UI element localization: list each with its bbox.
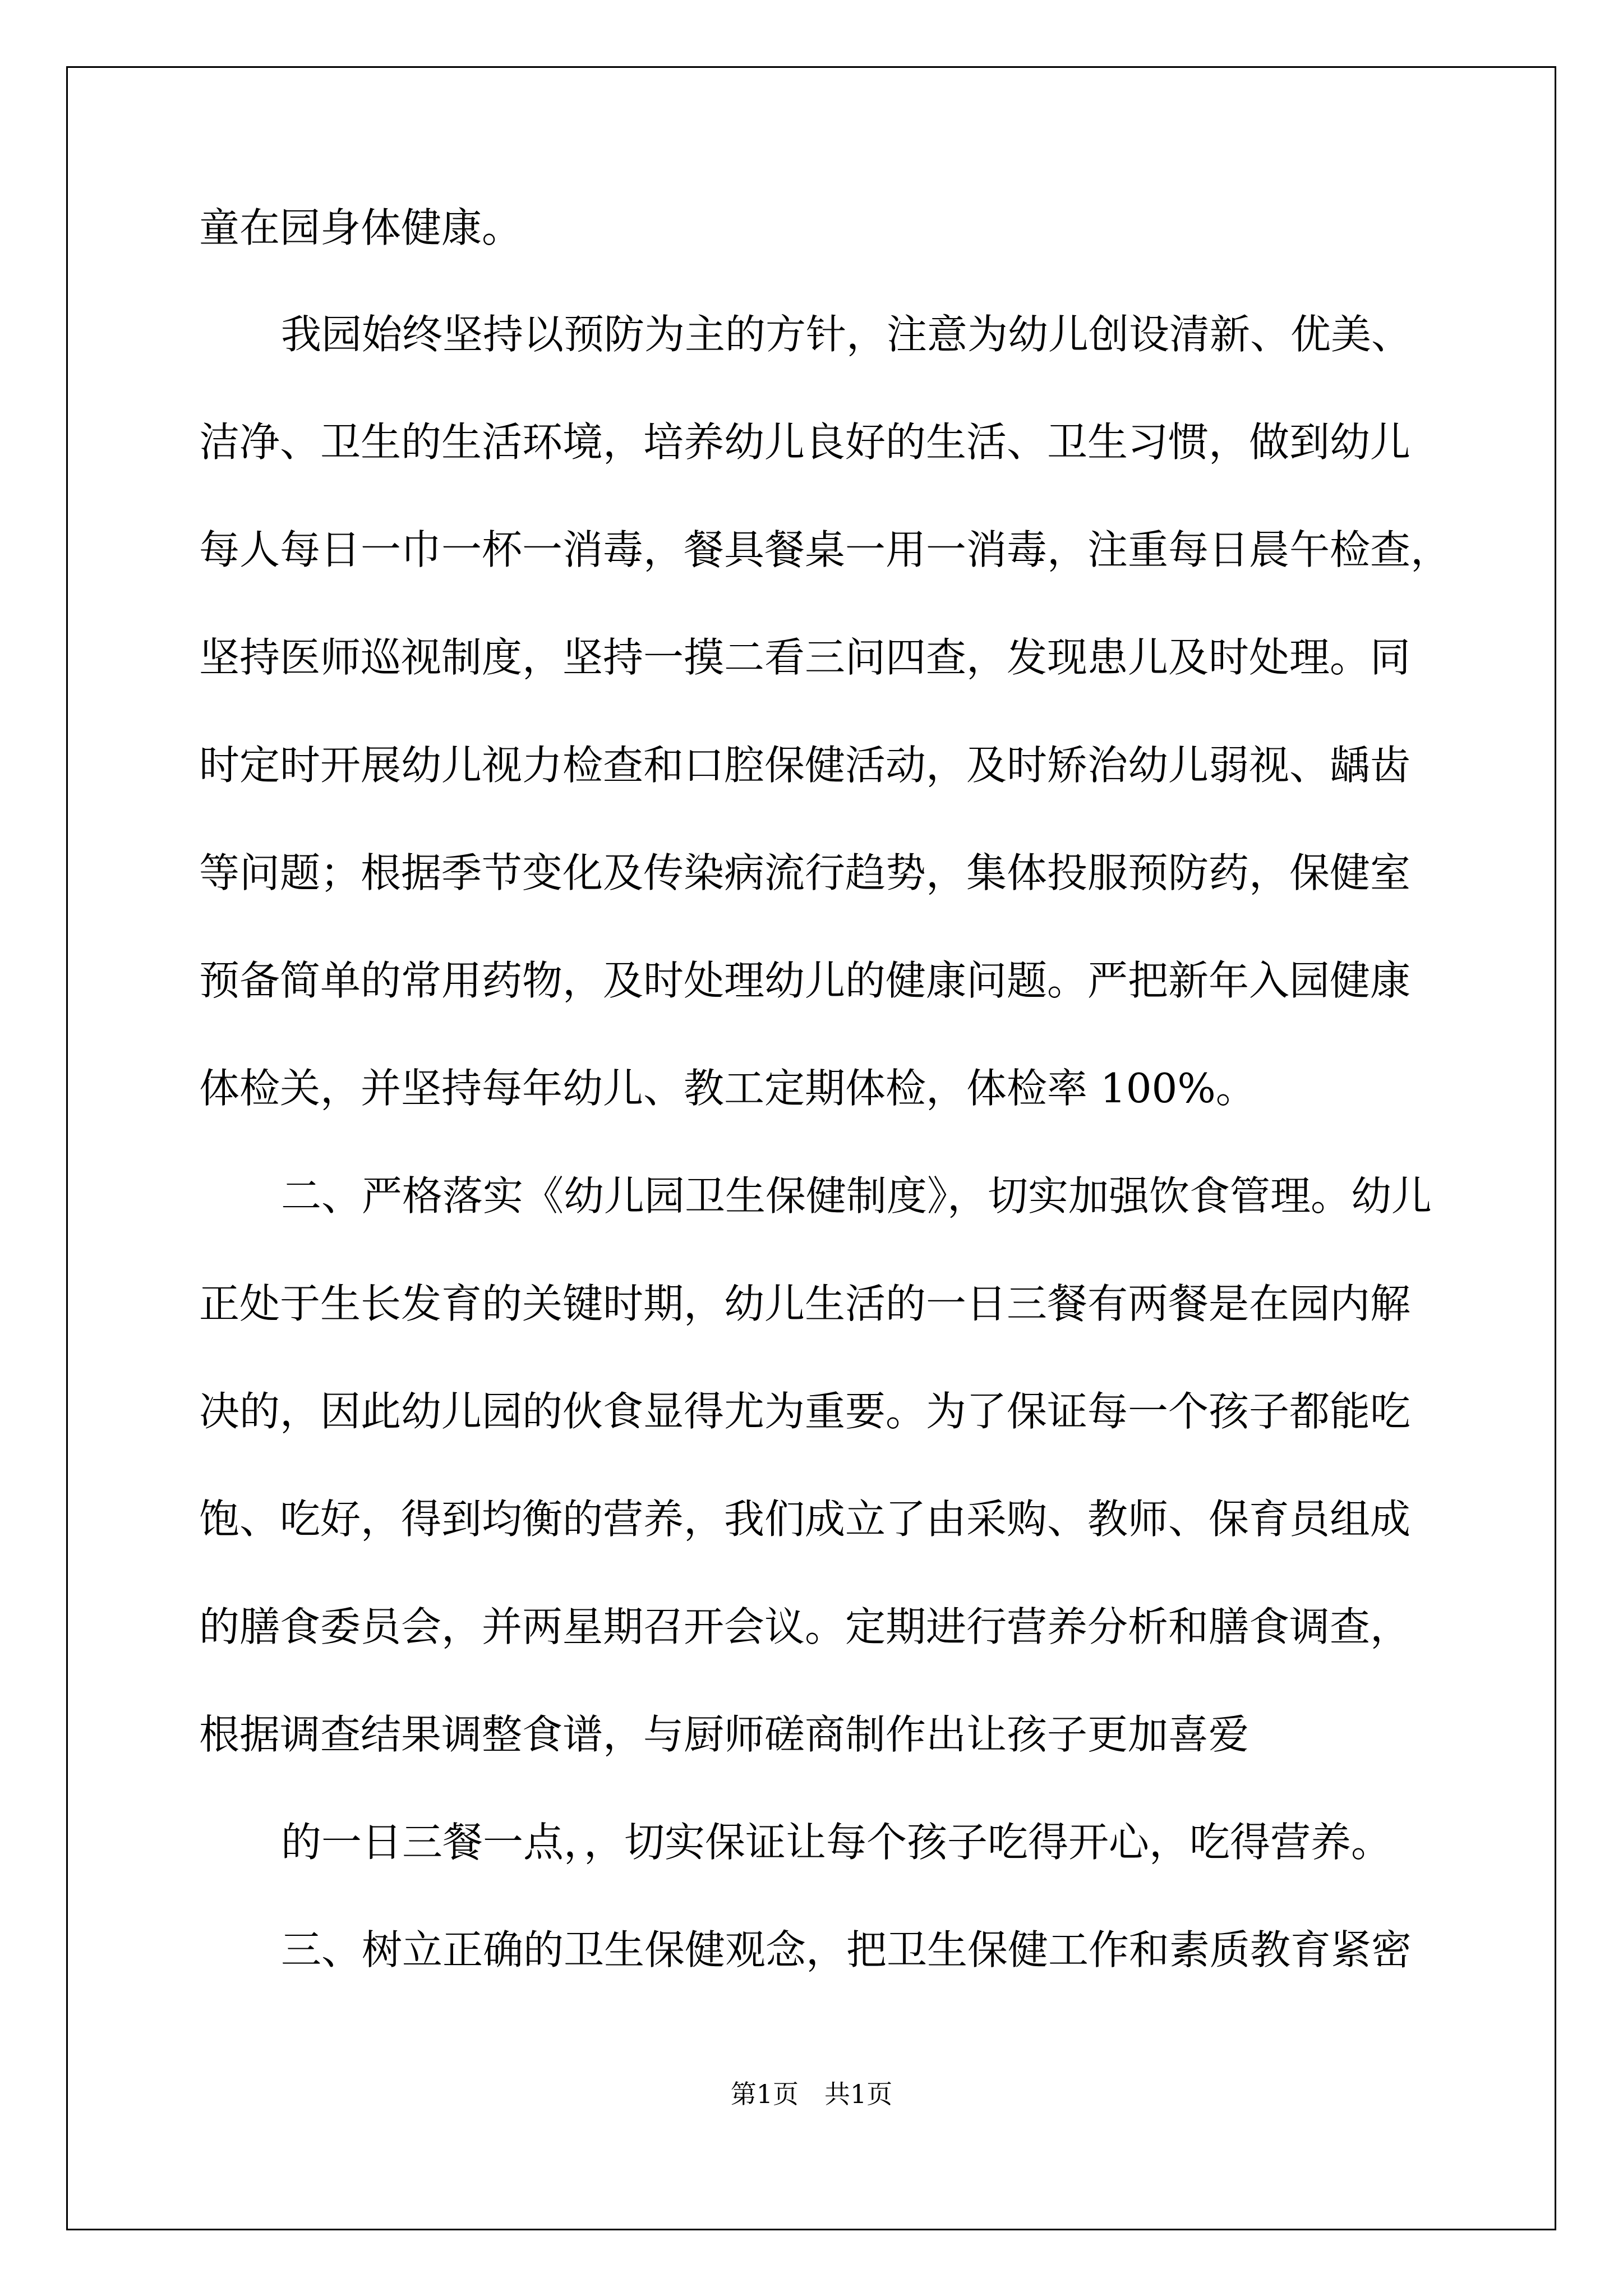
text-line: 体检关，并坚持每年幼儿、教工定期体检，体检率 100%。	[199, 1065, 1256, 1112]
paragraph-start-line: 三、树立正确的卫生保健观念，把卫生保健工作和素质教育紧密	[281, 1926, 1412, 1973]
text-line: 洁净、卫生的生活环境，培养幼儿良好的生活、卫生习惯，做到幼儿	[199, 418, 1411, 466]
text-line: 坚持医师巡视制度，坚持一摸二看三问四查，发现患儿及时处理。同	[199, 634, 1411, 681]
text-line: 正处于生长发育的关键时期，幼儿生活的一日三餐有两餐是在园内解	[199, 1280, 1411, 1327]
text-line: 决的，因此幼儿园的伙食显得尤为重要。为了保证每一个孩子都能吃	[199, 1388, 1411, 1435]
paragraph-start-line: 二、严格落实《幼儿园卫生保健制度》，切实加强饮食管理。幼儿	[281, 1172, 1432, 1220]
text-line: 预备简单的常用药物，及时处理幼儿的健康问题。严把新年入园健康	[199, 957, 1411, 1004]
text-line: 等问题；根据季节变化及传染病流行趋势，集体投服预防药，保健室	[199, 849, 1411, 896]
page-number-footer: 第1页 共1页	[730, 2079, 893, 2109]
paragraph-start-line: 我园始终坚持以预防为主的方针，注意为幼儿创设清新、优美、	[281, 311, 1412, 358]
text-line: 时定时开展幼儿视力检查和口腔保健活动，及时矫治幼儿弱视、龋齿	[199, 742, 1411, 789]
text-line: 童在园身体健康。	[199, 204, 523, 251]
paragraph-start-line: 的一日三餐一点，，切实保证让每个孩子吃得开心，吃得营养。	[281, 1819, 1392, 1866]
text-line: 根据调查结果调整食谱，与厨师磋商制作出让孩子更加喜爱	[199, 1711, 1249, 1758]
text-line: 的膳食委员会，并两星期召开会议。定期进行营养分析和膳食调查，	[199, 1603, 1411, 1650]
page-border	[66, 66, 1556, 2230]
text-line: 饱、吃好，得到均衡的营养，我们成立了由采购、教师、保育员组成	[199, 1496, 1411, 1543]
text-line: 每人每日一巾一杯一消毒，餐具餐桌一用一消毒，注重每日晨午检查，	[199, 526, 1451, 573]
